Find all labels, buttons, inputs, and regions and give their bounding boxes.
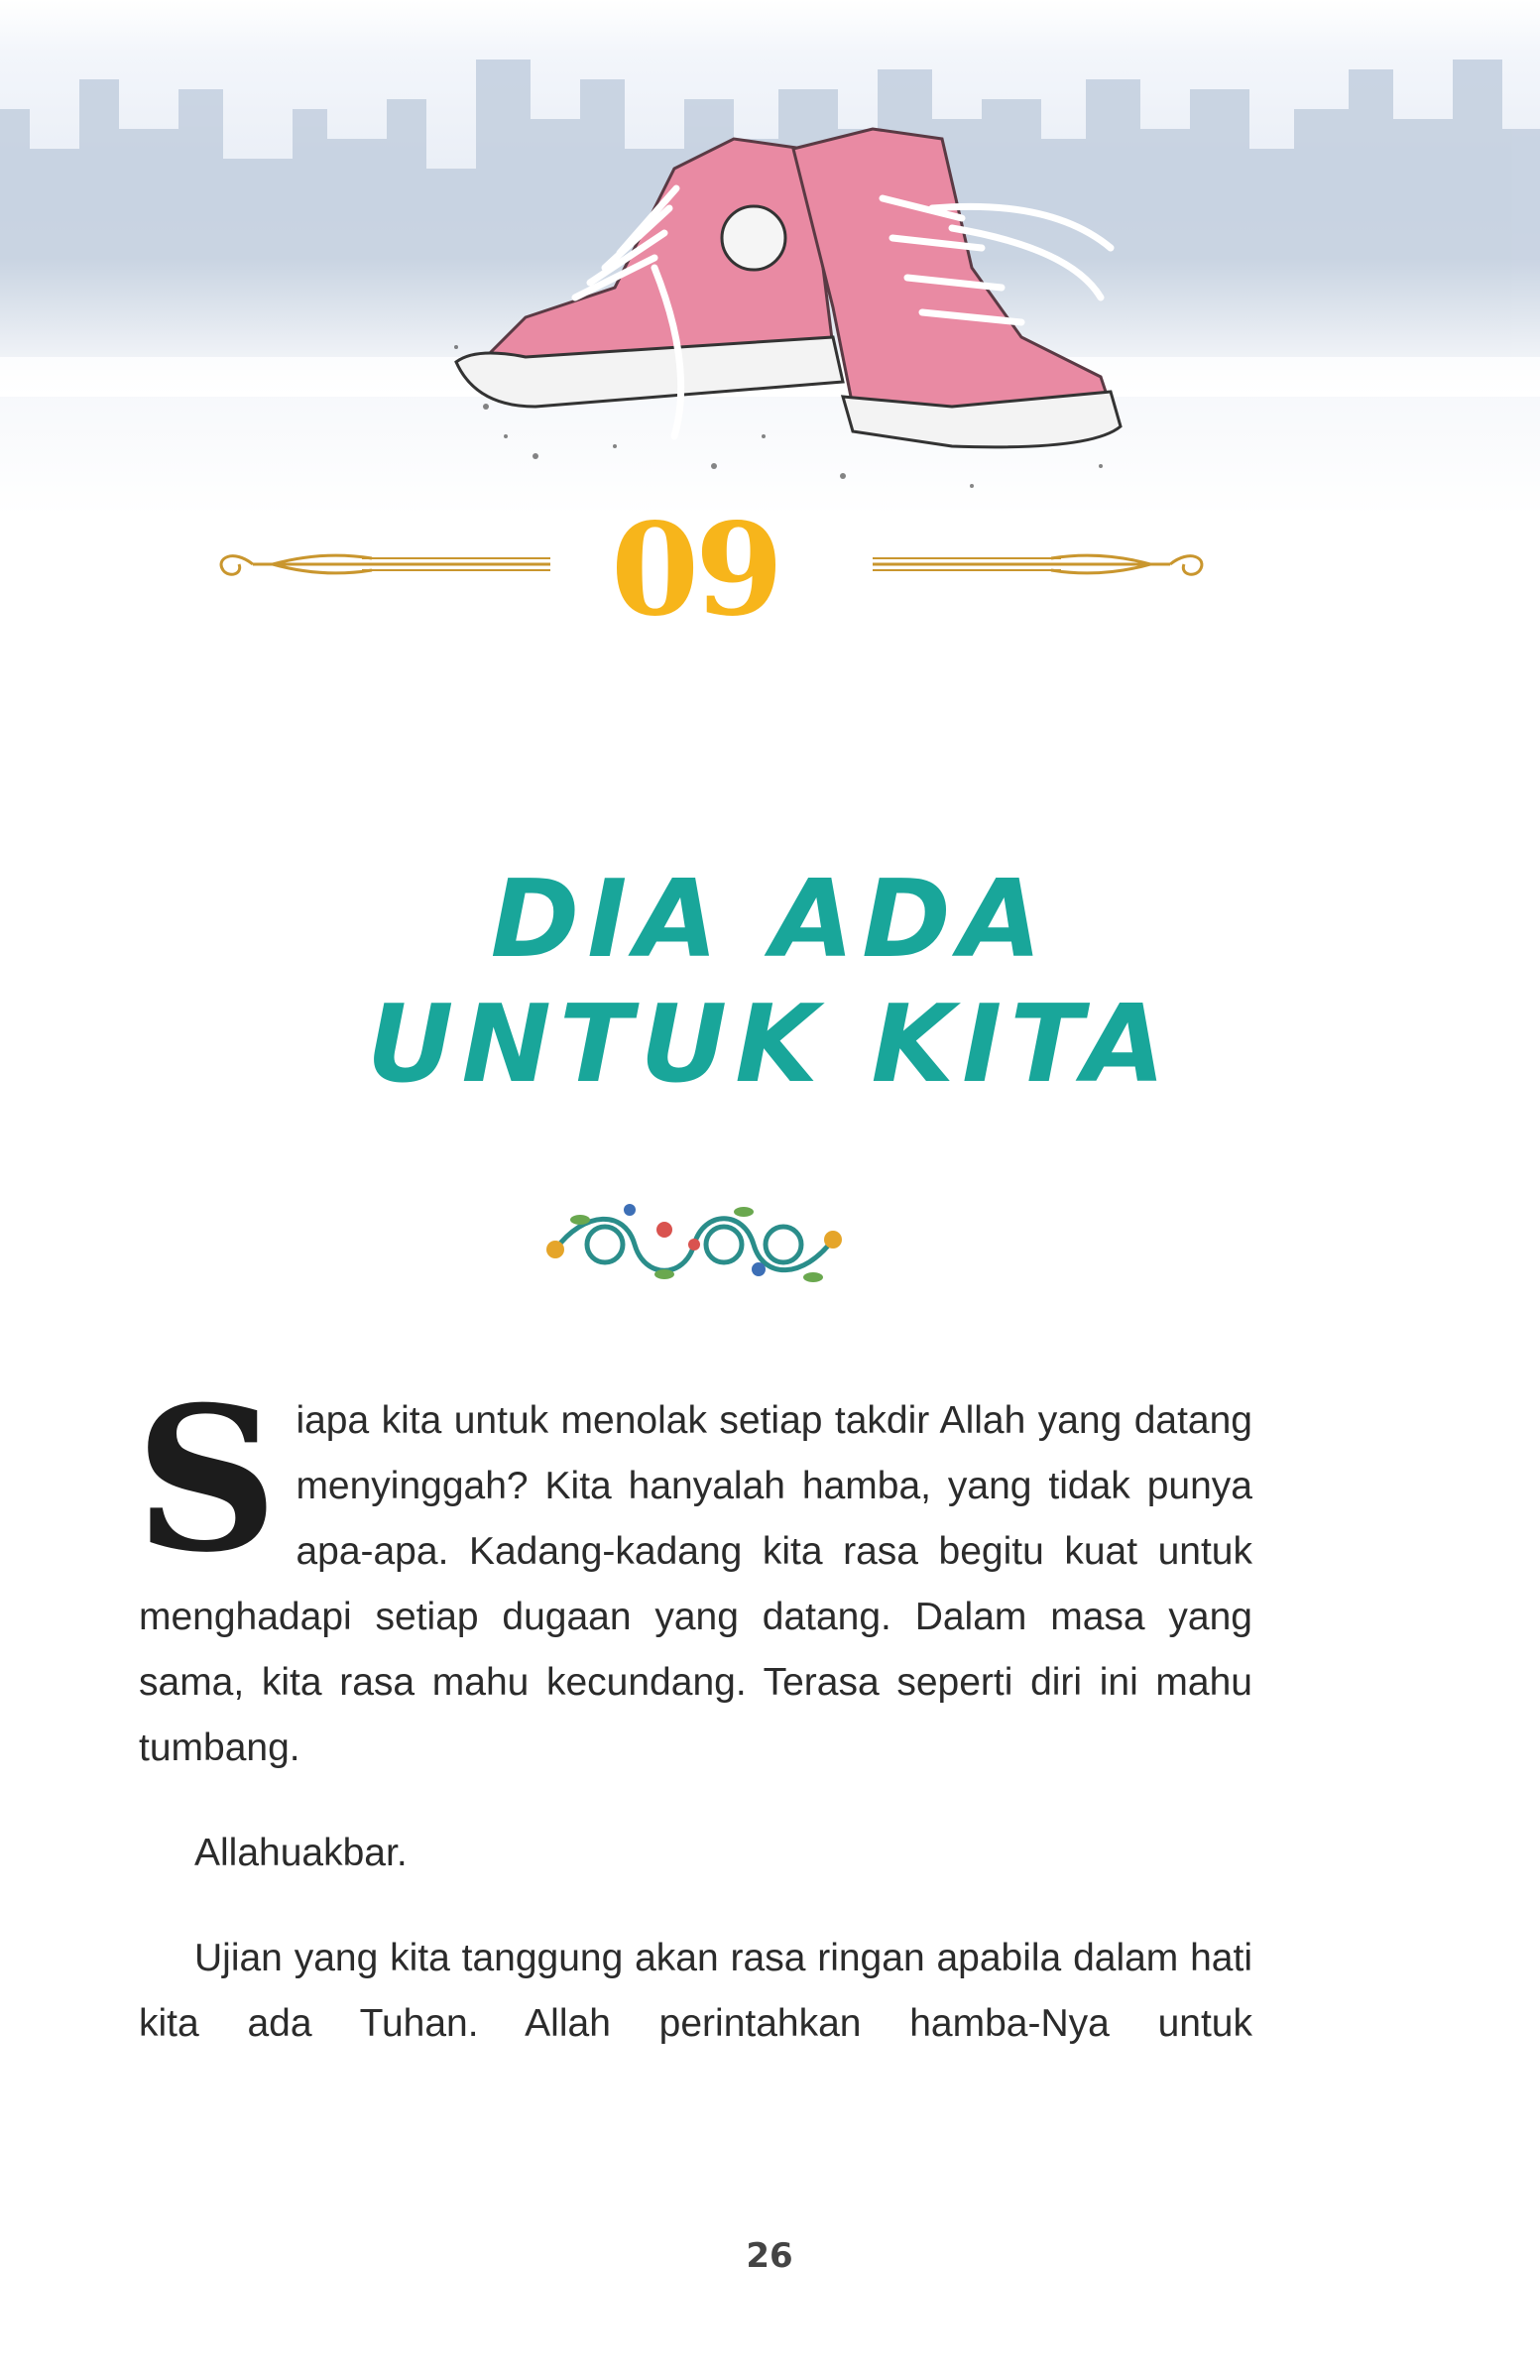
drop-cap: S [135, 1364, 279, 1597]
chapter-title-line-2: UNTUK KITA [366, 983, 1174, 1107]
chapter-title [198, 858, 1342, 1108]
paragraph-3: Ujian yang kita tanggung akan rasa ringan apabila dalam hati kita ada Tuhan. Allah perintahkan hamba-Nya untuk [139, 1937, 1252, 2045]
header-illustration-area [0, 0, 1540, 516]
page-number: 26 [746, 2236, 793, 2276]
chapter-title-line-1: DIA ADA [490, 858, 1050, 982]
floral-vine-ornament [535, 1190, 853, 1299]
gold-ornament-right [853, 544, 1210, 584]
paragraph-2: Allahuakbar. [194, 1832, 408, 1874]
chapter-body [135, 1364, 1252, 2096]
chapter-heading-row [0, 496, 1540, 645]
gold-ornament-left [213, 544, 570, 584]
paragraph-1 [135, 1364, 1252, 1781]
chapter-number: 09 [610, 496, 780, 645]
pink-sneakers-illustration [416, 109, 1130, 526]
paragraph-1-text: iapa kita untuk menolak setiap takdir Allah yang datang menyinggah? Kita hanyalah hamba, yang tidak punya apa-apa. Kadang-kadang kita rasa begitu kuat untuk menghadapi setiap dugaan yang datang. Dalam masa yang sama, kita rasa mahu kecundang. Terasa seperti diri ini mahu tumbang. [139, 1399, 1252, 1769]
